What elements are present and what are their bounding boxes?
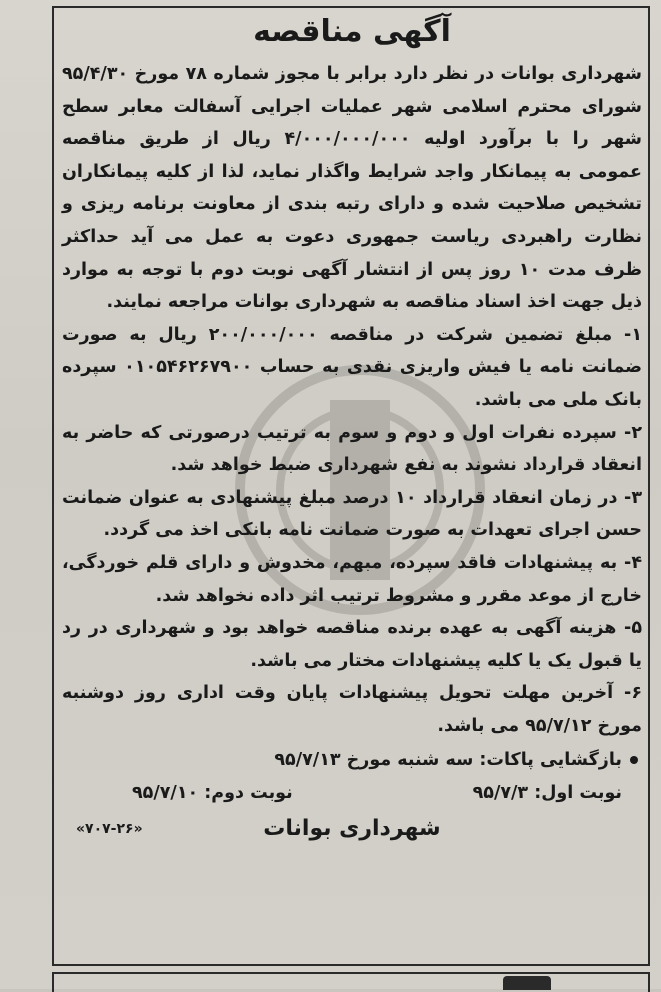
notice-intro: شهرداری بوانات در نظر دارد برابر با مجوز شماره ۷۸ مورخ ۹۵/۴/۳۰ شورای محترم اسلامی شهر عملیات اجرایی آسفالت معابر سطح شهر را با برآورد اولیه ۴/۰۰۰/۰۰۰/۰۰۰ ریال از طریق مناقصه عمومی به پیمانکار واجد شرایط واگذار نماید، لذا از کلیه پیمانکاران تشخیص صلاحیت شده و دارای رتبه بندی از معاونت برنامه ریزی و نظارت راهبردی ریاست جمهوری دعوت به عمل می آید حداکثر ظرف مدت ۱۰ روز پس از انتشار آگهی نوبت دوم با توجه به موارد ذیل جهت اخذ اسناد مناقصه به شهرداری بوانات مراجعه نمایند. [62, 64, 642, 313]
notice-item-6: ۶- آخرین مهلت تحویل پیشنهادات پایان وقت اداری روز دوشنبه مورخ ۹۵/۷/۱۲ می باشد. [62, 683, 642, 736]
envelope-opening-text: بازگشایی پاکات: سه شنبه مورخ ۹۵/۷/۱۳ [274, 750, 622, 771]
round-first: نوبت اول: ۹۵/۷/۳ [472, 783, 622, 804]
publication-rounds [62, 777, 642, 809]
notice-item-3: ۳- در زمان انعقاد قرارداد ۱۰ درصد مبلغ پیشنهادی به عنوان ضمانت حسن اجرای تعهدات به صورت ضمانت نامه بانکی اخذ می گردد. [62, 487, 643, 541]
notice-content [62, 10, 642, 849]
next-notice-border [52, 972, 650, 992]
signature-issuer: شهرداری بوانات [263, 816, 441, 842]
notice-item-1: ۱- مبلغ تضمین شرکت در مناقصه ۲۰۰/۰۰۰/۰۰۰ ریال به صورت ضمانت نامه یا فیش واریزی نقدی به حساب ۰۱۰۵۴۶۲۶۷۹۰۰ سپرده بانک ملی می باشد. [62, 324, 642, 410]
notice-item-4: ۴- به پیشنهادات فاقد سپرده، مبهم، مخدوش و دارای قلم خوردگی، خارج از موعد مقرر و مشروط ترتیب اثر داده نخواهد شد. [62, 552, 642, 606]
notice-title: آگهی مناقصه [253, 14, 451, 49]
ad-code: «۷۰۷-۲۶» [76, 821, 143, 838]
notice-footer [62, 809, 642, 849]
envelope-opening-line [62, 744, 642, 777]
next-notice-fragment [503, 976, 551, 990]
round-second: نوبت دوم: ۹۵/۷/۱۰ [132, 783, 293, 804]
bullet-icon [630, 756, 638, 764]
notice-item-5: ۵- هزینه آگهی به عهده برنده مناقصه خواهد بود و شهرداری در رد یا قبول یک یا کلیه پیشنهادات مختار می باشد. [62, 618, 642, 671]
notice-item-2: ۲- سپرده نفرات اول و دوم و سوم به ترتیب درصورتی که حاضر به انعقاد قرارداد نشوند به نفع شهرداری ضبط خواهد شد. [62, 422, 642, 476]
